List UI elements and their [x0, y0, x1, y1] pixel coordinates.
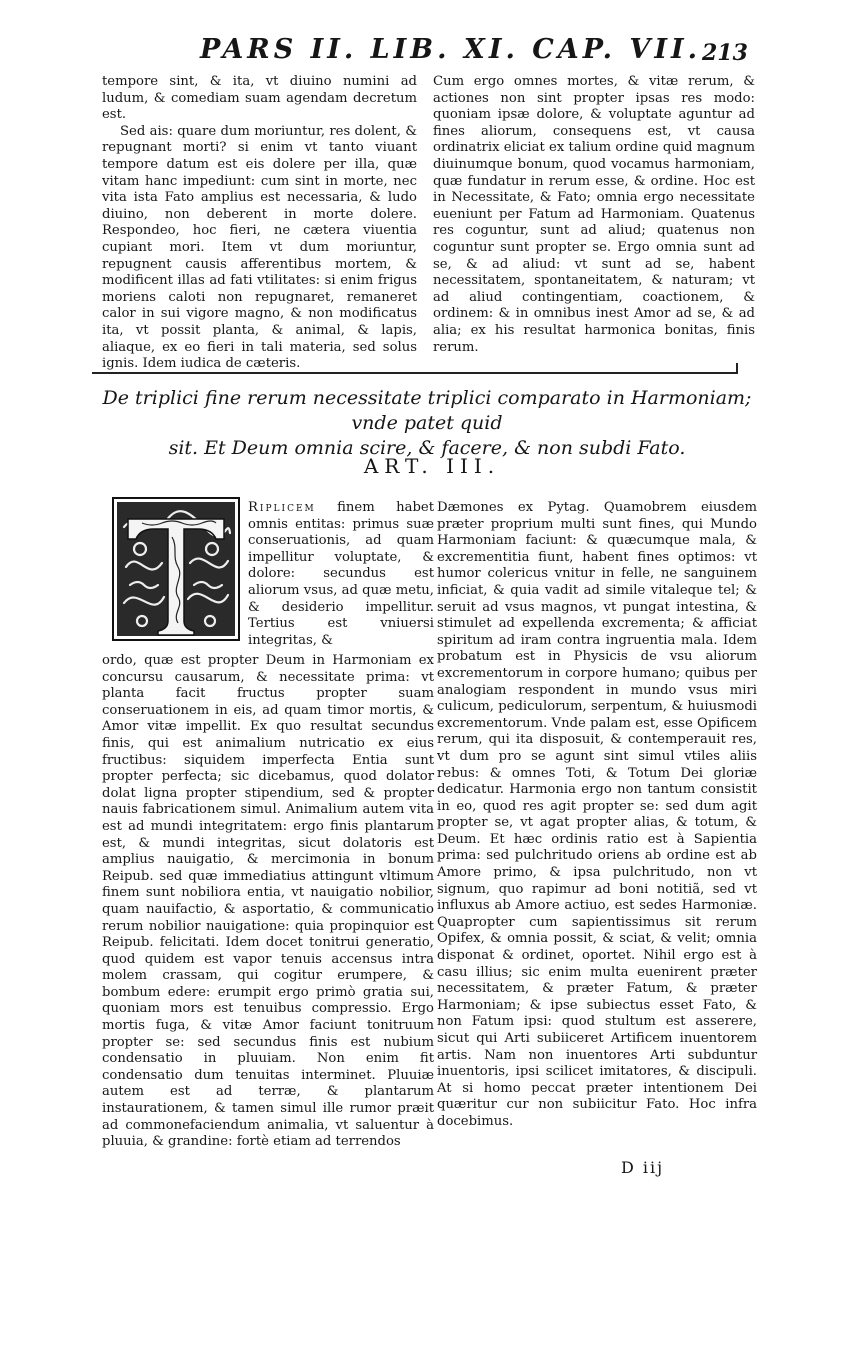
- top-right-column: [433, 74, 755, 356]
- running-header-title: PARS II. LIB. XI. CAP. VII.: [200, 34, 701, 65]
- section-divider-tick: [736, 363, 738, 372]
- section-heading-line: De triplici fine rerum necessitate triplici comparato in Harmoniam; vnde patet quid: [102, 387, 752, 434]
- ornamental-initial-icon: [112, 497, 240, 641]
- bottom-left-column: [102, 653, 434, 1151]
- paragraph: Sed ais: quare dum moriuntur, res dolent, & repugnant morti? si enim vt tanto viuant tempore datum est eis dolere per illa, quæ vitam hanc impediunt: cum sint in morte, nec vita ista Fato amplius est necessaria, & ludo diuino, non deberent in morte dolere. Respondeo, hoc fieri, ne cætera viuentia cupiant mori. Item vt dum moriuntur, repugnent causis afferentibus mortem, & modificent illas ad fati vtilitates: si enim frigus moriens caloti non repugnaret, remaneret calor in sui vigore magno, & non modificatus ita, vt possit planta, & animal, & lapis, aliaque, ex eo fieri in tali materia, sed solus ignis. Idem iudica de cæteris.: [102, 123, 417, 372]
- paragraph: tempore sint, & ita, vt diuino numini ad ludum, & comediam suam agendam decretum est.: [102, 74, 417, 123]
- section-divider: [92, 372, 738, 374]
- dropcap-wrap-text: [248, 500, 434, 649]
- paragraph: Dæmones ex Pytag. Quamobrem eiusdem præter proprium multi sunt fines, qui Mundo Harmoniam faciunt: & quæcumque mala, & excrementitia fiunt, habent fines optimos: vt humor colericus vnitur in felle, ne sanguinem inficiat, & quia vadit ad simile vitaleque tel; & seruit ad vsus magnos, vt pungat intestina, & stimulet ad expellenda excrementa; & afficiat spiritum ad iram contra ingruentia mala. Idem probatum est in Physicis de vsu aliorum excrementorum in corpore humano; quibus per analogiam respondent in mundo vsus miri culicum, pediculorum, serpentum, & huiusmodi excrementorum. Vnde palam est, esse Opificem rerum, qui ita disposuit, & contemperauit res, vt dum pro se agunt sint simul vtiles aliis rebus: & omnes Toti, & Totum Dei gloriæ dedicatur. Harmonia ergo non tantum consistit in eo, quod res agit propter se: sed dum agit propter se, vt agat propter alias, & totum, & Deum. Et hæc ordinis ratio est à Sapientia prima: sed pulchritudo oriens ab ordine est ab Amore primo, & ipsa pulchritudo, non vt signum, quo rapimur ad boni notitiã, sed vt influxus ab Amore actiuo, est sedes Harmoniæ. Quapropter cum sapientissimus sit rerum Opifex, & omnia possit, & sciat, & velit; omnia disponat & ordinet, oportet. Nihil ergo est à casu illius; sic enim multa euenirent præter necessitatem, & præter Fatum, & præter Harmoniam; & ipse subiectus esset Fato, & non Fatum ipsi: quod stultum est asserere, sicut qui Arti subiiceret Artificem inuentorem artis. Nam non inuentores Arti subduntur inuentoris, ipsi scilicet imitatores, & discipuli. At si homo peccat præter intentionem Dei quæritur cur non subiicitur Fato. Hoc infra docebimus.: [437, 500, 757, 1129]
- paragraph: ordo, quæ est propter Deum in Harmoniam ex concursu causarum, & necessitate prima: vt planta facit fructus propter suam conseruationem in eis, ad quam timor mortis, & Amor vitæ impellit. Ex quo resultat secundus finis, qui est animalium nutricatio ex eius fructibus: siquidem imperfecta Entia sunt propter perfecta; sic dicebamus, quod dolator dolat ligna propter stipendium, sed & propter nauis fabricationem simul. Animalium autem vita est ad mundi integritatem: ergo finis plantarum est, & mundi integritas, sicut dolatoris est amplius nauigatio, & mercimonia in bonum Reipub. sed quæ immediatius attingunt vltimum finem sunt nobiliora entia, vt nauigatio nobilior, quam nauifactio, & asportatio, & communicatio rerum nobilior nauigatione: quia propinquior est Reipub. felicitati. Idem docet tonitrui generatio, quod quidem est vapor tenuis accensus intra molem crassam, qui cogitur erumpere, & bombum edere: erumpit ergo primò gratia sui, quoniam mors est tenuibus compressio. Ergo mortis fuga, & vitæ Amor faciunt tonitruum propter se: sed secundus finis est nubium condensatio in pluuiam. Non enim fit condensatio dum tenuitas interminet. Pluuiæ autem est ad terræ, & plantarum instaurationem, & tamen simul ille rumor præit ad commonefaciendum animalia, vt saluentur à pluuia, & grandine: fortè etiam ad terrendos: [102, 653, 434, 1150]
- top-left-column: [102, 74, 417, 373]
- paragraph: Cum ergo omnes mortes, & vitæ rerum, & actiones non sint propter ipsas res modo: quoniam ipsæ dolore, & voluptate aguntur ad fines aliorum, consequens est, vt causa ordinatrix eliciat ex talium ordine quid magnum diuinumque bonum, quod vocamus harmoniam, quæ fundatur in rerum esse, & ordine. Hoc est in Necessitate, & Fato; omnia ergo necessitate eueniunt per Fatum ad Harmoniam. Quatenus res coguntur, sunt ad aliud; quatenus non coguntur sunt propter se. Ergo omnia sunt ad se, & ad aliud: vt sunt ad se, habent necessitatem, spontaneitatem, & naturam; vt ad aliud contingentiam, coactionem, & ordinem: & in omnibus inest Amor ad se, & ad alia; ex his resultat harmonica bonitas, finis rerum.: [433, 74, 755, 355]
- section-heading-line: sit. Et Deum omnia scire, & facere, & non subdi Fato.: [168, 437, 686, 459]
- signature-mark: D iij: [621, 1158, 665, 1177]
- dropcap-wrap-body: finem habet omnis entitas: primus suæ conseruationis, ad quam impellitur voluptate, & dolore: secundus est aliorum vsus, ad quæ metu, & desiderio impellitur. Tertius est vniuersi integritas, &: [248, 500, 434, 648]
- section-heading: [92, 386, 762, 461]
- article-label: ART. III.: [363, 454, 501, 478]
- bottom-right-column: [437, 500, 757, 1131]
- page-number: 213: [702, 40, 748, 66]
- article-first-word: Riplicem: [248, 500, 316, 515]
